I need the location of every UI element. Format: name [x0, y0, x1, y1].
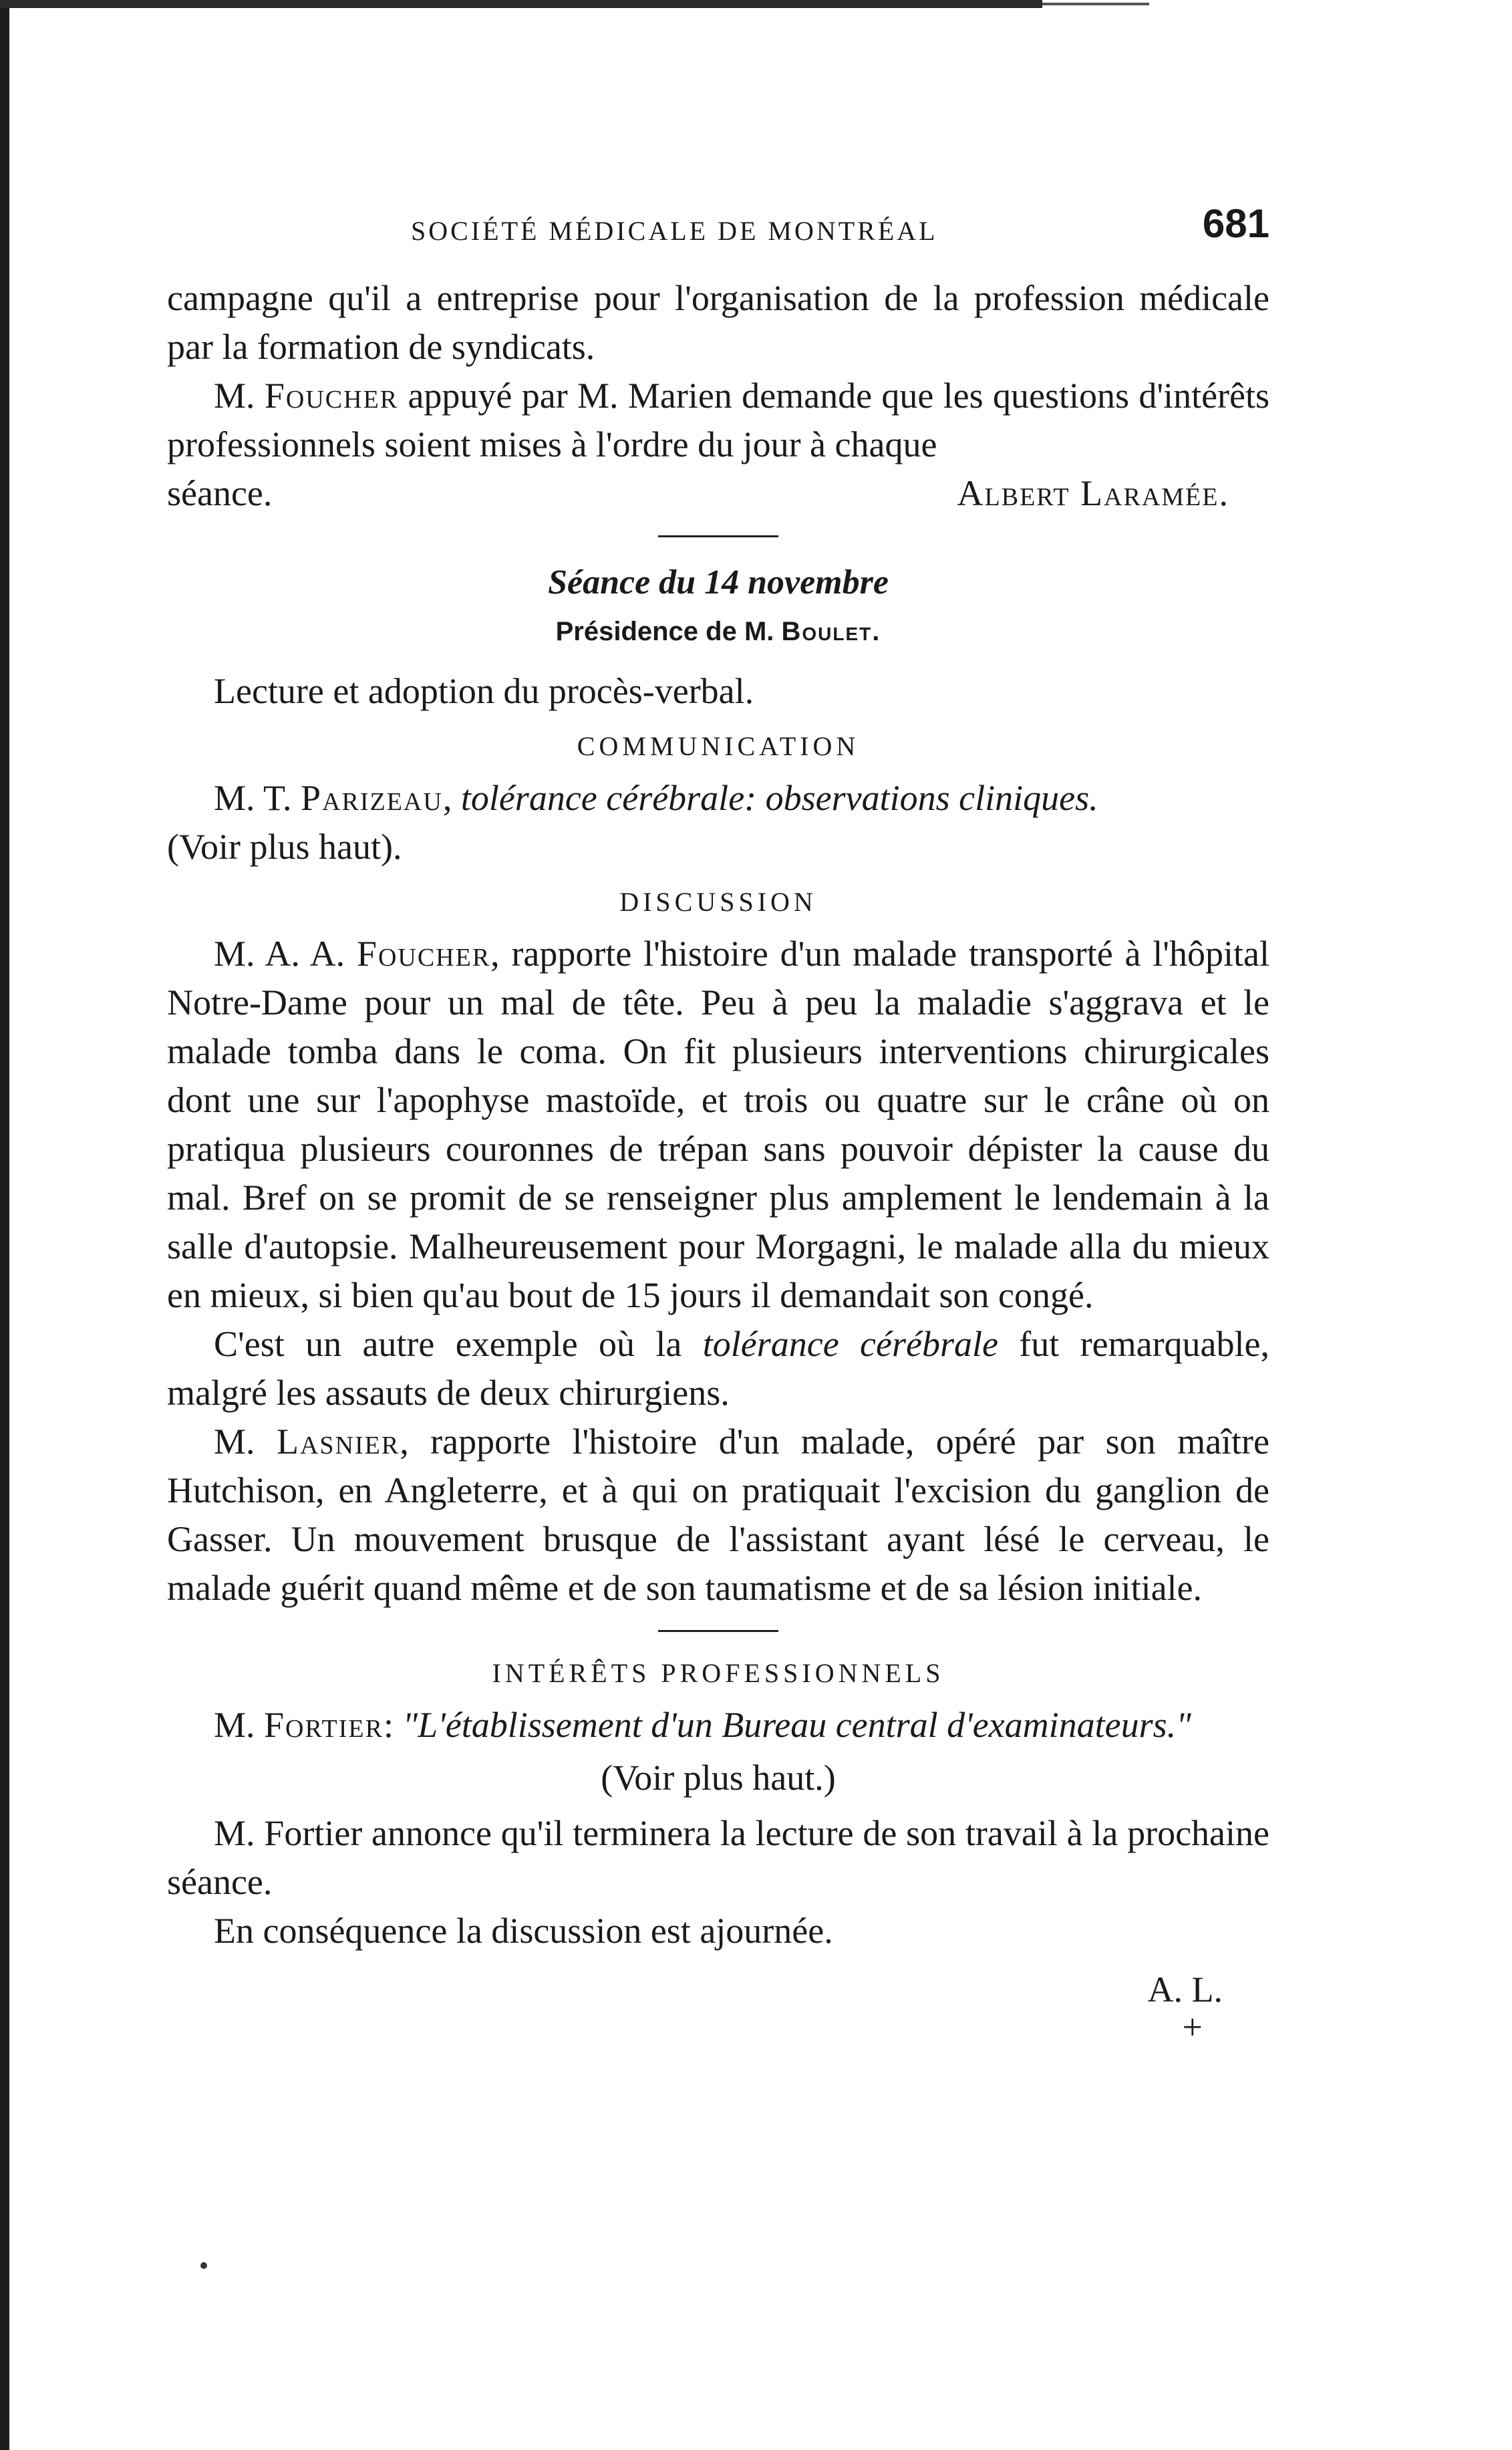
speaker-prefix: M. [214, 1705, 265, 1745]
scan-border-left [0, 0, 9, 2450]
discussion-paragraph-1 [167, 930, 1269, 1320]
speaker-prefix: M. A. A. [214, 934, 357, 974]
voir-plus-haut: (Voir plus haut.) [601, 1758, 836, 1798]
presidence-prefix: Présidence de M. [555, 617, 782, 646]
interets-paragraph-3: En conséquence la discussion est ajournée. [214, 1911, 833, 1951]
author-initials: A. L. [1147, 1969, 1223, 2010]
presidence-line [167, 617, 1269, 647]
paragraph-text: , rapporte l'histoire d'un malade transporté à l'hôpital Notre-Dame pour un mal de tête. Peu à peu la maladie s'aggrava et le malade tomba dans le coma. On fit plusieurs interventions chirurgicales dont une sur l'apophyse mastoïde, et trois ou quatre sur le crâne où on pratiqua plusieurs couronnes de trépan sans pouvoir dépister la cause du mal. Bref on se promit de se renseigner plus amplement le lendemain à la salle d'autopsie. Malheureusement pour Morgagni, le malade alla du mieux en mieux, si bien qu'au bout de 15 jours il demandait son congé. [167, 934, 1269, 1315]
paragraph-text: C'est un autre exemple où la [214, 1324, 703, 1364]
speaker-name: Foucher [264, 376, 399, 416]
voir-plus-haut: (Voir plus haut). [167, 827, 402, 867]
interets-heading: INTÉRÊTS PROFESSIONNELS [492, 1658, 945, 1688]
colon: : [383, 1705, 403, 1745]
communication-heading: COMMUNICATION [577, 731, 860, 761]
interets-paragraph-2: M. Fortier annonce qu'il terminera la lecture de son travail à la prochaine séance. [167, 1813, 1269, 1902]
signature-line [167, 469, 1269, 518]
page-number: 681 [1202, 201, 1269, 246]
speaker-name: Fortier [264, 1705, 384, 1745]
discussion-paragraph-3 [167, 1417, 1269, 1613]
intro-paragraph-1: campagne qu'il a entreprise pour l'organisation de la profession médicale par la formation de syndicats. [167, 278, 1269, 367]
section-rule [658, 535, 778, 537]
running-title: SOCIÉTÉ MÉDICALE DE MONTRÉAL [411, 216, 938, 246]
document-page [167, 200, 1270, 2047]
speaker-prefix: M. [214, 1421, 277, 1462]
communication-paragraph [167, 774, 1269, 823]
paragraph-end: séance. [167, 473, 273, 513]
italic-term: tolérance cérébrale [702, 1324, 998, 1364]
comma: , [442, 778, 461, 818]
speaker-name: Foucher [356, 934, 491, 974]
discussion-paragraph-2 [167, 1320, 1269, 1417]
section-rule [658, 1630, 778, 1632]
discussion-heading: DISCUSSION [619, 887, 817, 917]
communication-title: tolérance cérébrale: observations cliniques. [460, 778, 1098, 818]
printer-mark: + [1182, 2007, 1203, 2047]
scan-border-top [0, 0, 1042, 8]
scan-speck [200, 2262, 207, 2269]
interets-paragraph-1 [167, 1701, 1269, 1750]
author-name: Parizeau [301, 778, 443, 818]
signature: Albert Laramée. [957, 473, 1229, 513]
intro-paragraph-2 [167, 372, 1269, 469]
paragraph-text: appuyé par M. Marien demande que les questions d'intérêts professionnels soient mises à l'ordre du jour à chaque [167, 376, 1270, 464]
author-prefix: M. T. [214, 778, 301, 818]
paragraph-text: fut remarquable, malgré les assauts de deux chirurgiens. [167, 1324, 1269, 1413]
running-head [167, 200, 1269, 261]
work-title: "L'établissement d'un Bureau central d'examinateurs." [402, 1705, 1191, 1745]
president-name: Boulet. [781, 617, 881, 646]
paragraph-text: , rapporte l'histoire d'un malade, opéré par son maître Hutchison, en Angleterre, et à qui on pratiquait l'excision du ganglion de Gasser. Un mouvement brusque de l'assistant ayant lésé le cerveau, le malade guérit quand même et de son taumatisme et de sa lésion initiale. [167, 1421, 1269, 1608]
lecture-paragraph: Lecture et adoption du procès-verbal. [214, 671, 754, 711]
scan-border-top-fragment [1042, 3, 1149, 5]
speaker-prefix: M. [214, 376, 265, 416]
seance-title: Séance du 14 novembre [548, 563, 889, 601]
speaker-name: Lasnier [276, 1421, 400, 1462]
